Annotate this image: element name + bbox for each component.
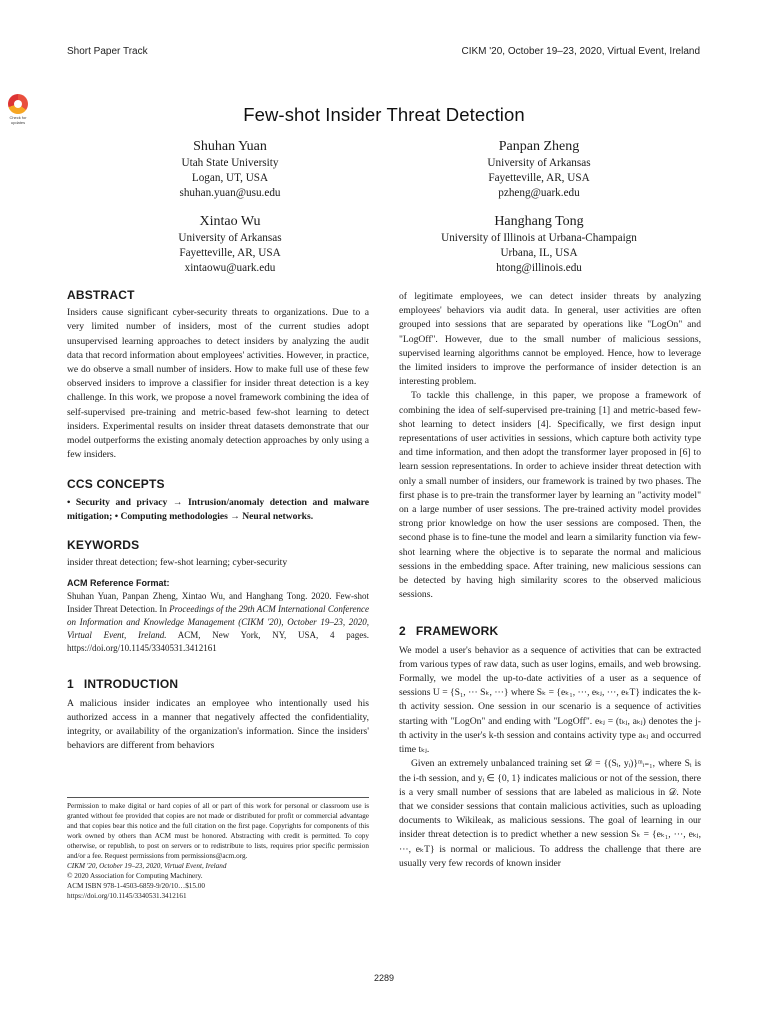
paper-title: Few-shot Insider Threat Detection [243, 104, 525, 125]
framework-heading [399, 624, 701, 638]
page-number: 2289 [373, 973, 395, 983]
acm-ref-venue: Proceedings of the 29th ACM International Conference on Information and Knowledge Management (CIKM '20), October 19–23, 2020, Virtual Event, Ireland. [67, 604, 369, 641]
left-column [67, 288, 369, 753]
abstract-heading: ABSTRACT [67, 288, 135, 302]
author-name: Shuhan Yuan [193, 139, 267, 154]
author-location: Logan, UT, USA [191, 172, 269, 184]
author-email[interactable]: htong@illinois.edu [496, 262, 582, 274]
author-block [80, 138, 380, 201]
abstract-text: Insiders cause significant cyber-security threats to organizations. Due to a very limited number of insiders, most of the current studies adopt unsupervised learning approaches to detect insiders by analyzing the audit data that record information about employees' activities. However, in practice, we do observe a small number of insiders. How to make full use of these few observed insiders to improve a classifier for insider threat detection is a key challenge. In this work, we propose a novel framework combining the idea of self-supervised pre-training and metric-based few-shot learning to detect insiders. Experimental results on insider threat datasets demonstrate that our model outperforms the existing anomaly detection approaches by only using a few insiders. [67, 307, 369, 461]
author-name: Xintao Wu [199, 214, 261, 229]
author-affiliation: Utah State University [181, 157, 279, 169]
doi-link[interactable]: https://doi.org/10.1145/3340531.3412161 [67, 892, 187, 900]
isbn-line: ACM ISBN 978-1-4503-6859-9/20/10…$15.00 [67, 882, 205, 890]
intro-heading [67, 677, 369, 691]
acm-ref-authors: Shuhan Yuan, Panpan Zheng, Xintao Wu, and Hanghang Tong. 2020. Few-shot Insider Threat Detection. In [67, 591, 369, 615]
copyright-line: © 2020 Association for Computing Machinery. [67, 872, 203, 880]
author-location: Fayetteville, AR, USA [488, 172, 590, 184]
running-header-left: Short Paper Track [67, 46, 148, 57]
intro-continued-paragraph: of legitimate employees, we can detect insider threats by analyzing employees' behaviors via audit data. In general, user activities are often grouped into sessions that are separated by operations like "LogOn" and "LogOff". However, due to the small number of malicious sessions, supervised learning algorithms cannot be employed. Hence, how to leverage the limited insiders to improve the performance of insider detection is an interesting problem. [399, 291, 701, 388]
section-number: 1 [67, 677, 74, 692]
ccs-text: • Security and privacy → Intrusion/anomaly detection and malware mitigation; • Computing methodologies → Neural networks. [67, 496, 369, 522]
ccs-heading: CCS CONCEPTS [67, 477, 165, 492]
right-column [399, 290, 701, 871]
acm-reference-format [67, 577, 369, 655]
intro-paragraph: To tackle this challenge, in this paper, we propose a framework of combining the idea of self-supervised pre-training [1] and metric-based few-shot learning to detect insiders [4]. Specifically, we first design input representations of user activities in sessions, which capture both activity type and time information, and then adopt the transformer layer proposed in [6] to learn session representations. In order to achieve insider threat detection with only a small number of insiders, our framework is trained by two phases. The first phase is to pre-train the transformer layer by learning an "activity model" on a large number of user sessions. The pre-trained activity model provides strong prior knowledge on how the user sessions are composed. Then, the second phase is to fine-tune the model and learn a similarity function via few-shot learning where the objective is to separate the normal and malicious sessions in the embedding space. After training, new malicious sessions can be detected by having high similarity scores to the observed malicious sessions. [399, 390, 701, 601]
author-affiliation: University of Illinois at Urbana-Champaign [441, 232, 637, 244]
badge-label: Check for updates [9, 115, 27, 125]
framework-paragraph: Given an extremely unbalanced training set 𝒟 = {(Sᵢ, yᵢ)}ᵐᵢ₌₁, where Sᵢ is the i-th session, and yᵢ ∈ {0, 1} indicates malicious or not of the session, there is a very small number of sessions that are labeled as malicious in 𝒟. Note that we consider sessions that contain malicious activities, such as uploading documents to Wikileak, as malicious sessions. The goal of learning in our insider threat detection is to predict whether a new session Sₖ = {eₖ₁, ···, eₖⱼ, ···, eₖT} is normal or malicious. To address the challenge that there are usually very few records of known insider [399, 758, 701, 869]
section-title: INTRODUCTION [83, 677, 179, 692]
author-email[interactable]: xintaowu@uark.edu [184, 262, 276, 274]
intro-text: A malicious insider indicates an employee who intentionally used his authorized access in a manner that negatively affected the confidentiality, integrity, or availability of the organization's information. Since the insiders' behaviors are different from behaviors [67, 697, 369, 752]
author-block [389, 138, 689, 201]
author-name: Panpan Zheng [498, 139, 580, 154]
author-affiliation: University of Arkansas [487, 157, 591, 169]
author-block [389, 213, 689, 276]
author-location: Urbana, IL, USA [500, 247, 578, 259]
acm-ref-heading: ACM Reference Format: [67, 578, 170, 589]
section-number: 2 [399, 624, 406, 639]
conference-line: CIKM '20, October 19–23, 2020, Virtual Event, Ireland [67, 862, 227, 870]
keywords-heading: KEYWORDS [67, 538, 140, 553]
author-block [80, 213, 380, 276]
author-email[interactable]: pzheng@uark.edu [498, 187, 580, 199]
keywords-text: insider threat detection; few-shot learning; cyber-security [67, 557, 288, 569]
running-header-right: CIKM '20, October 19–23, 2020, Virtual Event, Ireland [461, 46, 700, 57]
acm-ref-tail: ACM, New York, NY, USA, 4 pages. https://doi.org/10.1145/3340531.3412161 [67, 630, 369, 654]
permission-notice: Permission to make digital or hard copies of all or part of this work for personal or classroom use is granted without fee provided that copies are not made or distributed for profit or commercial advantage and that copies bear this notice and the full citation on the first page. Copyrights for components of this work owned by others than ACM must be honored. Abstracting with credit is permitted. To copy otherwise, or republish, to post on servers or to redistribute to lists, requires prior specific permission and/or a fee. Request permissions from permissions@acm.org. [67, 802, 369, 860]
framework-paragraph: We model a user's behavior as a sequence of activities that can be extracted from various types of raw data, such as user logins, emails, and web browsing. Formally, we model the up-to-date activities of a user as a sequence of sessions U = {S₁, ··· Sₖ, ···} where Sₖ = {eₖ₁, ···, eₖⱼ, ···, eₖT} indicates the k-th activity session. One session in our scenario is a sequence of activities starting with "LogOn" and ending with "LogOff". eₖⱼ = (tₖⱼ, aₖⱼ) denotes the j-th activity in the user's k-th session and contains activity type aₖⱼ and occurred time tₖⱼ. [399, 644, 701, 756]
author-email[interactable]: shuhan.yuan@usu.edu [179, 187, 281, 199]
author-name: Hanghang Tong [494, 214, 584, 229]
section-title: FRAMEWORK [415, 624, 499, 639]
author-affiliation: University of Arkansas [178, 232, 282, 244]
author-location: Fayetteville, AR, USA [179, 247, 281, 259]
copyright-footnote [67, 797, 369, 901]
